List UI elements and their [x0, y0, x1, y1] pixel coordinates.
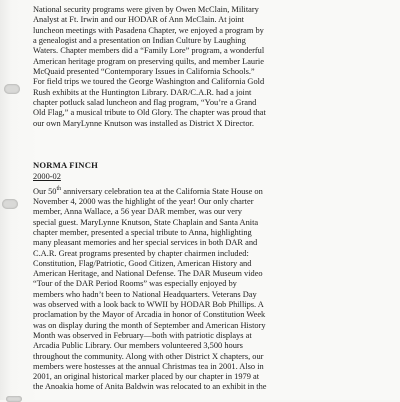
text-line: Constitution, Flag/Patriotic, Good Citizen, American History and — [33, 258, 252, 268]
text-line: For field trips we toured the George Washington and California Gold — [33, 77, 265, 87]
punch-hole — [4, 84, 20, 94]
text-line: a genealogist and a presentation on Indian Culture by Laughing — [33, 36, 246, 46]
punch-hole — [2, 199, 18, 209]
text-line: members were hostesses at the annual Christmas tea in 2001. Also in — [33, 361, 264, 371]
text-line: 2001, an original historical marker placed by our chapter in 1979 at — [33, 372, 260, 382]
text-line: Arcadia Public Library. Our members volunteered 3,500 hours — [33, 341, 243, 351]
text-line: many pleasant memories and her special services in both DAR and — [33, 238, 258, 248]
text-line: proclamation by the Mayor of Arcadia in honor of Constitution Week — [33, 310, 266, 320]
regent-name: NORMA FINCH — [33, 160, 98, 170]
text-line: Waters. Chapter members did a “Family Lore” program, a wonderful — [33, 46, 265, 56]
text-line: was on display during the month of September and American History — [33, 320, 266, 330]
punch-hole — [6, 396, 22, 402]
text-line: Analyst at Ft. Irwin and our HODAR of Ann McClain. At joint — [33, 15, 244, 25]
text-line: “Tour of the DAR Period Rooms” was especially enjoyed by — [33, 279, 237, 289]
text-line: the Anoakia home of Anita Baldwin was relocated to an exhibit in the — [33, 382, 267, 392]
text-line: November 4, 2000 was the highlight of the year! Our only charter — [33, 197, 254, 207]
ordinal-suffix: th — [56, 186, 62, 192]
text-line: member, Anna Wallace, a 56 year DAR member, was our very — [33, 207, 242, 217]
paragraph-chapter-programs — [33, 5, 385, 129]
text-line: special guest. MaryLynne Knutson, State Chaplain and Santa Anita — [33, 217, 259, 227]
text-line: National security programs were given by Owen McClain, Military — [33, 5, 259, 14]
text-line: chapter potluck salad luncheon and flag program, “You’re a Grand — [33, 98, 257, 108]
paragraph-anniversary — [33, 184, 385, 393]
text-line: Rush exhibits at the Huntington Library. DAR/C.A.R. had a joint — [33, 87, 252, 97]
text-line: American Heritage, and National Defense. The DAR Museum video — [33, 269, 263, 279]
text-line: Our 50th anniversary celebration tea at the California State House on — [33, 186, 263, 196]
regent-years: 2000-02 — [33, 172, 61, 181]
text-line: was observed with a look back to WWII by HODAR Bob Phillips. A — [33, 300, 264, 310]
text-line: McQuaid presented “Contemporary Issues in California Schools.” — [33, 67, 255, 77]
text-line: our own MaryLynne Knutson was installed as District X Director. — [33, 118, 254, 128]
text-line: C.A.R. Great programs presented by chapter chairmen included: — [33, 248, 249, 258]
text-line: Old Flag,” a musical tribute to Old Glory. The chapter was proud that — [33, 108, 266, 118]
text-line: luncheon meetings with Pasadena Chapter, we enjoyed a program by — [33, 25, 264, 35]
text-line: chapter member, presented a special tribute to Anna, highlighting — [33, 227, 252, 237]
text-line: throughout the community. Along with other District X chapters, our — [33, 351, 264, 361]
text-line: Month was observed in February—both with patriotic displays at — [33, 330, 252, 340]
text-line: American heritage program on preserving quilts, and member Laurie — [33, 56, 264, 66]
text-line: members who hadn’t been to National Headquarters. Veterans Day — [33, 289, 257, 299]
regent-heading — [33, 160, 98, 182]
